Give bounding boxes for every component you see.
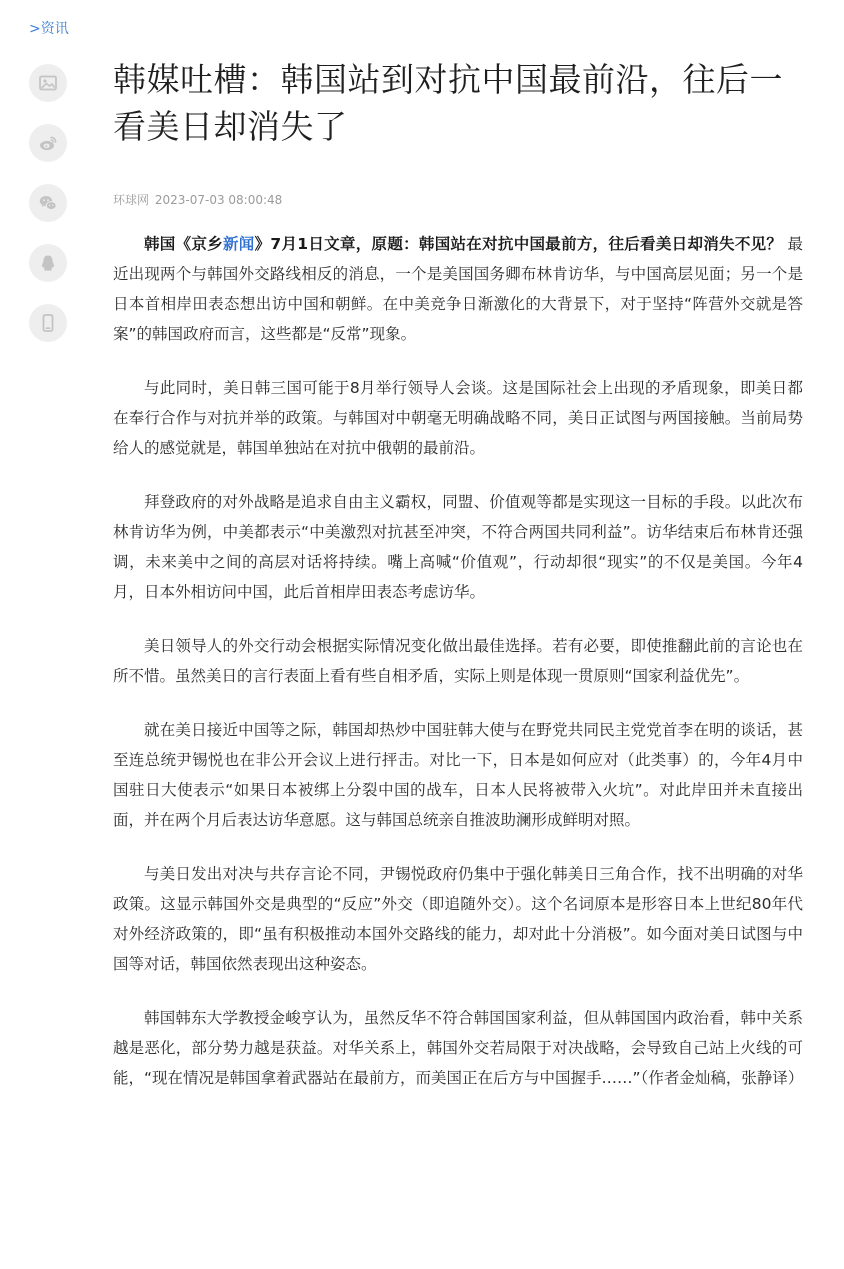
weibo-icon: [38, 133, 58, 153]
article-body: [113, 229, 803, 1093]
body-paragraph: 与美日发出对决与共存言论不同，尹锡悦政府仍集中于强化韩美日三角合作，找不出明确的对华政策。这显示韩国外交是典型的“反应”外交（即追随外交）。这个名词原本是形容日本上世纪80年代对外经济政策的，即“虽有积极推动本国外交路线的能力，却对此十分消极”。如今面对美日试图与中国等对话，韩国依然表现出这种姿态。: [113, 865, 803, 973]
share-wechat-button[interactable]: [29, 184, 67, 222]
article-meta: [113, 192, 803, 208]
body-paragraph: 拜登政府的对外战略是追求自由主义霸权，同盟、价值观等都是实现这一目标的手段。以此次布林肯访华为例，中美都表示“中美激烈对抗甚至冲突，不符合两国共同利益”。访华结束后布林肯还强调，未来美中之间的高层对话将持续。嘴上高喊“价值观”，行动却很“现实”的不仅是美国。今年4月，日本外相访问中国，此后首相岸田表态考虑访华。: [113, 493, 803, 601]
lead-bold-prefix: 韩国《京乡: [144, 235, 223, 253]
lead-bold-suffix: 》7月1日文章，原题：韩国站在对抗中国最前方，往后看美日却消失不见？: [254, 235, 783, 253]
body-paragraph: 韩国韩东大学教授金峻亨认为，虽然反华不符合韩国国家利益，但从韩国国内政治看，韩中关系越是恶化，部分势力越是获益。对华关系上，韩国外交若局限于对决战略，会导致自己站上火线的可能，“现在情况是韩国拿着武器站在最前方，而美国正在后方与中国握手……”（作者金灿稿，张静译）: [113, 1009, 804, 1087]
share-bar: [29, 64, 67, 364]
article-datetime: 2023-07-03 08:00:48: [154, 193, 283, 207]
image-icon: [38, 73, 58, 93]
breadcrumb[interactable]: >资讯: [29, 21, 69, 37]
article-source: 环球网: [113, 193, 150, 207]
share-qq-button[interactable]: [29, 244, 67, 282]
lead-news-link[interactable]: 新闻: [222, 235, 255, 253]
body-paragraph: 美日领导人的外交行动会根据实际情况变化做出最佳选择。若有必要，即使推翻此前的言论也在所不惜。虽然美日的言行表面上看有些自相矛盾，实际上则是体现一贯原则“国家利益优先”。: [113, 637, 803, 685]
body-paragraph: 与此同时，美日韩三国可能于8月举行领导人会谈。这是国际社会上出现的矛盾现象，即美日都在奉行合作与对抗并举的政策。与韩国对中朝毫无明确战略不同，美日正试图与两国接触。当前局势给人的感觉就是，韩国单独站在对抗中俄朝的最前沿。: [113, 379, 803, 457]
share-weibo-button[interactable]: [29, 124, 67, 162]
mobile-icon: [38, 313, 58, 333]
lead-paragraph: [113, 229, 803, 349]
article-title: 韩媒吐槽：韩国站到对抗中国最前沿，往后一看美日却消失了: [113, 60, 783, 146]
share-image-button[interactable]: [29, 64, 67, 102]
body-paragraph: 就在美日接近中国等之际，韩国却热炒中国驻韩大使与在野党共同民主党党首李在明的谈话，甚至连总统尹锡悦也在非公开会议上进行抨击。对比一下，日本是如何应对（此类事）的，今年4月中国驻日大使表示“如果日本被绑上分裂中国的战车，日本人民将被带入火坑”。对此岸田并未直接出面，并在两个月后表达访华意愿。这与韩国总统亲自推波助澜形成鲜明对照。: [113, 721, 803, 829]
qq-icon: [38, 253, 58, 273]
share-mobile-button[interactable]: [29, 304, 67, 342]
wechat-icon: [38, 193, 58, 213]
article: [113, 56, 803, 1117]
lead-text: 最近出现两个与韩国外交路线相反的消息，一个是美国国务卿布林肯访华，与中国高层见面；另一个是日本首相岸田表态想出访中国和朝鲜。在中美竞争日渐激化的大背景下，对于坚持“阵营外交就是答案”的韩国政府而言，这些都是“反常”现象。: [113, 235, 803, 343]
